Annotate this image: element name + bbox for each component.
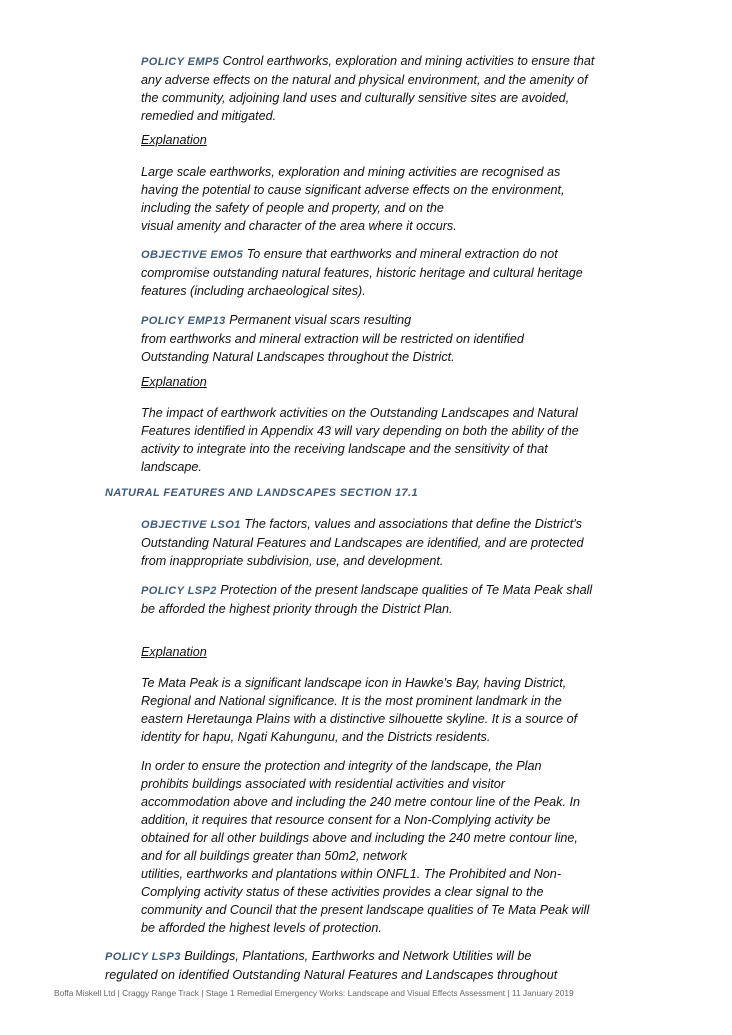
explanation-text: obtained for all other buildings above and including the 240 metre contour line, [141,831,578,845]
objective-code: OBJECTIVE EMO5 [141,249,244,261]
explanation-text: activity to integrate into the receiving landscape and the sensitivity of that [141,442,548,456]
explanation-text: eastern Heretaunga Plains with a distinctive silhouette skyline. It is a source of [141,712,578,726]
explanation-text: Regional and National significance. It is the most prominent landmark in the [141,694,562,708]
explanation-heading [141,643,636,661]
policy-text: Buildings, Plantations, Earthworks and Network Utilities will be [184,949,532,963]
explanation-title: Explanation [141,133,207,147]
objective-text: compromise outstanding natural features, historic heritage and cultural heritage [141,266,583,280]
policy-text: Control earthworks, exploration and mining activities to ensure that [222,54,595,68]
explanation-text: including the safety of people and property, and on the [141,201,444,215]
explanation-title: Explanation [141,375,207,389]
objective-text: Outstanding Natural Features and Landscapes are identified, and are protected [141,536,584,550]
policy-emp5 [141,52,636,125]
explanation-text: accommodation above and including the 240 metre contour line of the Peak. In [141,795,580,809]
policy-text: from earthworks and mineral extraction will be restricted on identified [141,332,524,346]
explanation-text: and for all buildings greater than 50m2, network [141,849,408,863]
explanation-heading [141,131,636,149]
explanation-text: landscape. [141,460,202,474]
objective-lso1 [141,515,636,570]
explanation-text: In order to ensure the protection and integrity of the landscape, the Plan [141,759,542,773]
explanation-text: Complying activity status of these activities provides a clear signal to the [141,885,544,899]
objective-emo5 [141,245,636,300]
policy-lsp3 [105,947,625,984]
explanation-body [141,757,636,937]
explanation-text: Large scale earthworks, exploration and mining activities are recognised as [141,165,561,179]
objective-code: OBJECTIVE LSO1 [141,519,241,531]
explanation-text: Te Mata Peak is a significant landscape icon in Hawke's Bay, having District, [141,676,567,690]
policy-code: POLICY EMP5 [141,56,220,68]
page-footer: Boffa Miskell Ltd | Craggy Range Track | Stage 1 Remedial Emergency Works: Landscape and Visual Effects Assessment | 11 January 2019 [54,988,574,998]
explanation-text: be afforded the highest levels of protection. [141,921,382,935]
explanation-text: prohibits buildings associated with residential activities and visitor [141,777,506,791]
policy-text: Permanent visual scars resulting [229,313,412,327]
policy-code: POLICY LSP2 [141,585,217,597]
policy-text: Protection of the present landscape qualities of Te Mata Peak shall [220,583,593,597]
policy-text: the community, adjoining land uses and culturally sensitive sites are avoided, [141,91,570,105]
explanation-text: community and Council that the present landscape qualities of Te Mata Peak will [141,903,590,917]
objective-text: from inappropriate subdivision, use, and development. [141,554,444,568]
policy-text: any adverse effects on the natural and physical environment, and the amenity of [141,73,588,87]
explanation-body [141,163,636,235]
explanation-heading [141,373,636,391]
explanation-text: addition, it requires that resource consent for a Non-Complying activity be [141,813,551,827]
explanation-text: The impact of earthwork activities on the Outstanding Landscapes and Natural [141,406,578,420]
section-heading: NATURAL FEATURES AND LANDSCAPES SECTION 17.1 [105,487,418,499]
policy-text: regulated on identified Outstanding Natural Features and Landscapes throughout [105,968,558,982]
policy-text: be afforded the highest priority through the District Plan. [141,602,453,616]
policy-text: Outstanding Natural Landscapes throughout the District. [141,350,455,364]
explanation-text: utilities, earthworks and plantations within ONFL1. The Prohibited and Non- [141,867,562,881]
policy-emp13 [141,311,636,366]
policy-lsp2 [141,581,636,618]
explanation-body [141,674,636,746]
explanation-text: visual amenity and character of the area where it occurs. [141,219,457,233]
explanation-title: Explanation [141,645,207,659]
objective-text: features (including archaeological sites). [141,284,366,298]
policy-code: POLICY LSP3 [105,951,181,963]
policy-code: POLICY EMP13 [141,315,226,327]
policy-text: remedied and mitigated. [141,109,277,123]
explanation-body [141,404,636,476]
explanation-text: Features identified in Appendix 43 will vary depending on both the ability of the [141,424,579,438]
objective-text: To ensure that earthworks and mineral extraction do not [246,247,558,261]
explanation-text: having the potential to cause significant adverse effects on the environment, [141,183,565,197]
objective-text: The factors, values and associations that define the District's [244,517,582,531]
explanation-text: identity for hapu, Ngati Kahungunu, and the Districts residents. [141,730,491,744]
